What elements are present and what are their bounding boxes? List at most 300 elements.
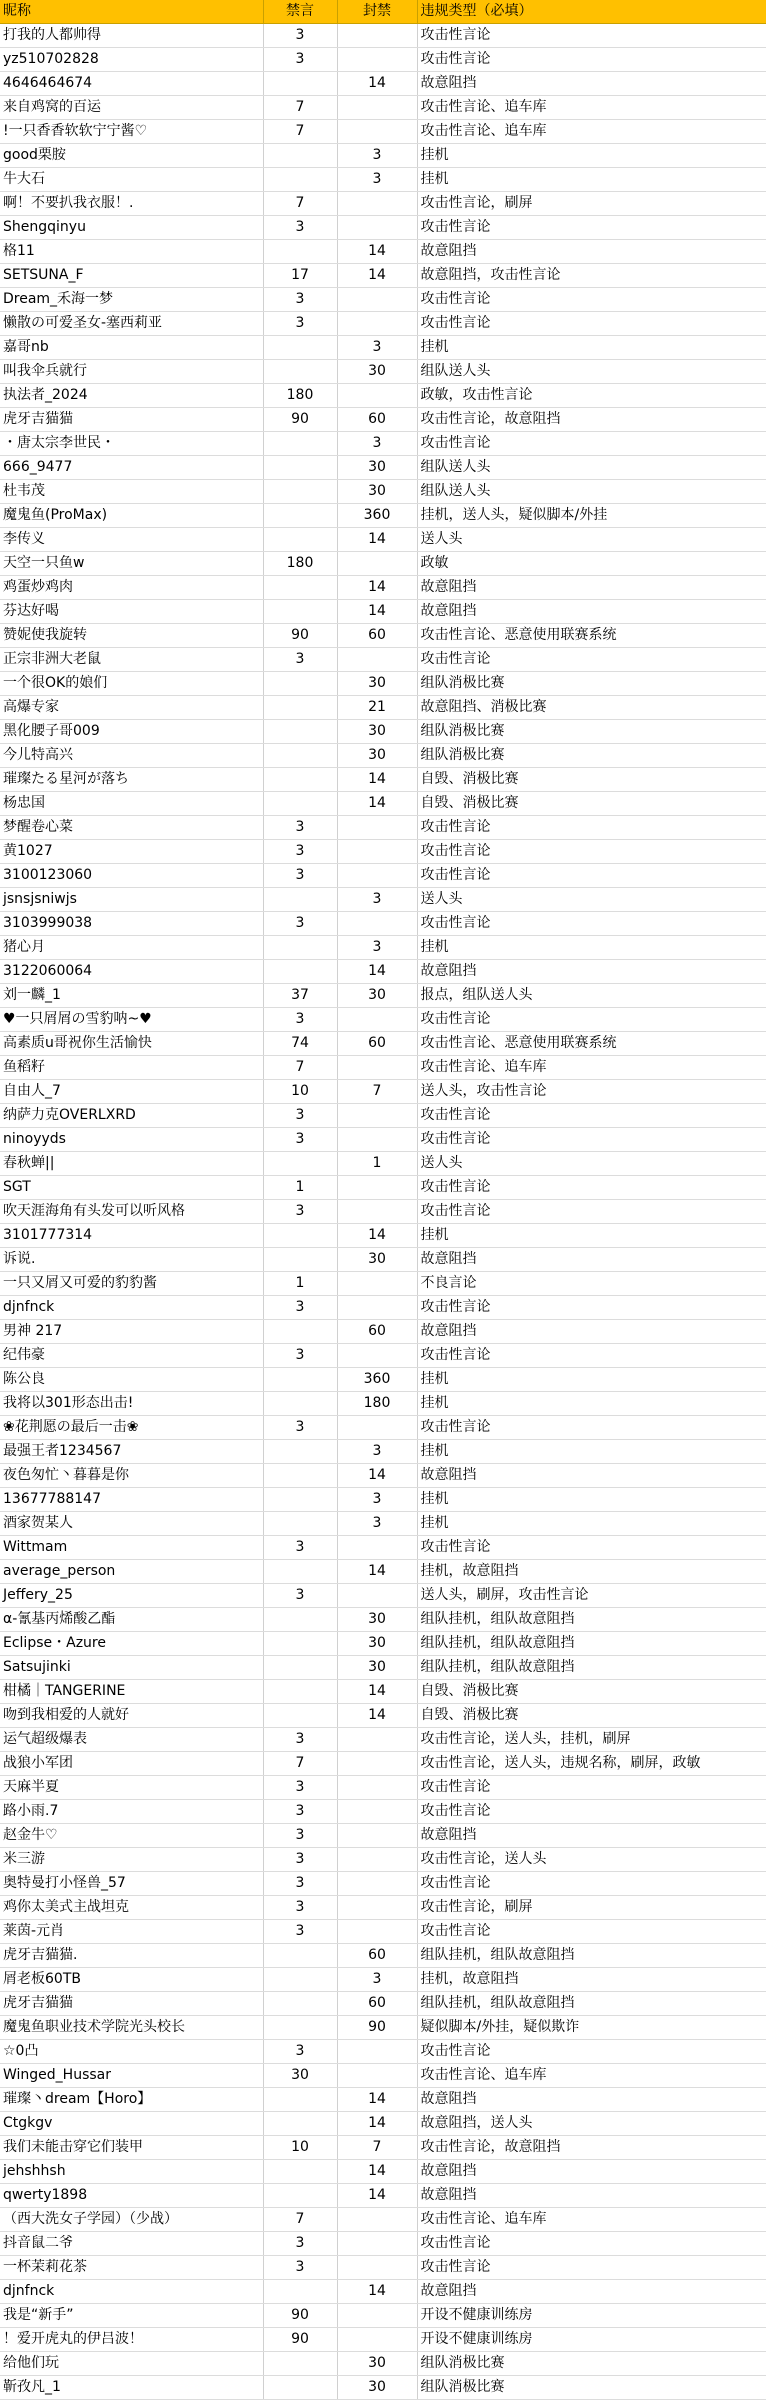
- cell-nickname[interactable]: 抖音鼠二爷: [0, 2232, 263, 2256]
- cell-mute-days[interactable]: [263, 2088, 337, 2112]
- cell-mute-days[interactable]: [263, 768, 337, 792]
- cell-violation-type[interactable]: 攻击性言论: [417, 648, 766, 672]
- cell-violation-type[interactable]: 攻击性言论，送人头，违规名称，刷屏，政敏: [417, 1752, 766, 1776]
- cell-nickname[interactable]: 赞妮使我旋转: [0, 624, 263, 648]
- cell-ban-days[interactable]: [337, 2328, 417, 2352]
- cell-violation-type[interactable]: 故意阻挡: [417, 72, 766, 96]
- cell-mute-days[interactable]: 7: [263, 192, 337, 216]
- cell-violation-type[interactable]: 挂机: [417, 336, 766, 360]
- cell-ban-days[interactable]: [337, 1848, 417, 1872]
- cell-ban-days[interactable]: [337, 216, 417, 240]
- cell-violation-type[interactable]: 组队挂机，组队故意阻挡: [417, 1944, 766, 1968]
- cell-mute-days[interactable]: 3: [263, 1848, 337, 1872]
- cell-ban-days[interactable]: [337, 96, 417, 120]
- cell-nickname[interactable]: 芬达好喝: [0, 600, 263, 624]
- cell-nickname[interactable]: yz510702828: [0, 48, 263, 72]
- cell-mute-days[interactable]: 3: [263, 288, 337, 312]
- cell-nickname[interactable]: 格11: [0, 240, 263, 264]
- cell-violation-type[interactable]: 攻击性言论、追车库: [417, 96, 766, 120]
- cell-violation-type[interactable]: 挂机: [417, 1488, 766, 1512]
- cell-nickname[interactable]: djnfnck: [0, 2280, 263, 2304]
- cell-ban-days[interactable]: [337, 48, 417, 72]
- cell-mute-days[interactable]: [263, 1608, 337, 1632]
- cell-mute-days[interactable]: 3: [263, 864, 337, 888]
- cell-violation-type[interactable]: 攻击性言论、追车库: [417, 2208, 766, 2232]
- cell-mute-days[interactable]: 3: [263, 1536, 337, 1560]
- cell-ban-days[interactable]: [337, 1728, 417, 1752]
- cell-mute-days[interactable]: [263, 2352, 337, 2376]
- cell-mute-days[interactable]: 3: [263, 2040, 337, 2064]
- cell-violation-type[interactable]: 开设不健康训练房: [417, 2328, 766, 2352]
- cell-nickname[interactable]: jehshhsh: [0, 2160, 263, 2184]
- cell-nickname[interactable]: 春秋蝉||: [0, 1152, 263, 1176]
- cell-violation-type[interactable]: 攻击性言论、恶意使用联赛系统: [417, 1032, 766, 1056]
- cell-violation-type[interactable]: 政敏: [417, 552, 766, 576]
- cell-mute-days[interactable]: 3: [263, 840, 337, 864]
- cell-violation-type[interactable]: 故意阻挡: [417, 240, 766, 264]
- cell-nickname[interactable]: 牛大石: [0, 168, 263, 192]
- cell-ban-days[interactable]: [337, 1176, 417, 1200]
- cell-mute-days[interactable]: [263, 2376, 337, 2400]
- cell-violation-type[interactable]: 挂机，故意阻挡: [417, 1560, 766, 1584]
- cell-ban-days[interactable]: [337, 552, 417, 576]
- cell-violation-type[interactable]: 挂机，送人头，疑似脚本/外挂: [417, 504, 766, 528]
- cell-violation-type[interactable]: 攻击性言论、追车库: [417, 120, 766, 144]
- header-mute-days[interactable]: 禁言: [263, 0, 337, 24]
- cell-violation-type[interactable]: 送人头: [417, 1152, 766, 1176]
- cell-nickname[interactable]: 最强王者1234567: [0, 1440, 263, 1464]
- cell-violation-type[interactable]: 组队消极比赛: [417, 744, 766, 768]
- cell-violation-type[interactable]: 攻击性言论: [417, 864, 766, 888]
- cell-nickname[interactable]: 叫我伞兵就行: [0, 360, 263, 384]
- cell-mute-days[interactable]: [263, 504, 337, 528]
- cell-nickname[interactable]: !一只香香软软宁宁酱♡: [0, 120, 263, 144]
- cell-ban-days[interactable]: 14: [337, 2160, 417, 2184]
- cell-mute-days[interactable]: 3: [263, 1824, 337, 1848]
- cell-violation-type[interactable]: 故意阻挡: [417, 2160, 766, 2184]
- cell-nickname[interactable]: 高爆专家: [0, 696, 263, 720]
- cell-mute-days[interactable]: [263, 432, 337, 456]
- cell-violation-type[interactable]: 故意阻挡: [417, 2088, 766, 2112]
- cell-nickname[interactable]: Dream_禾海一梦: [0, 288, 263, 312]
- cell-violation-type[interactable]: 攻击性言论、恶意使用联赛系统: [417, 624, 766, 648]
- cell-mute-days[interactable]: [263, 168, 337, 192]
- cell-violation-type[interactable]: 组队挂机，组队故意阻挡: [417, 1608, 766, 1632]
- cell-violation-type[interactable]: 挂机: [417, 1368, 766, 1392]
- cell-violation-type[interactable]: 攻击性言论: [417, 1872, 766, 1896]
- cell-ban-days[interactable]: 14: [337, 1224, 417, 1248]
- cell-violation-type[interactable]: 送人头: [417, 888, 766, 912]
- cell-ban-days[interactable]: 1: [337, 1152, 417, 1176]
- cell-violation-type[interactable]: 送人头，刷屏，攻击性言论: [417, 1584, 766, 1608]
- cell-violation-type[interactable]: 攻击性言论，送人头，挂机，刷屏: [417, 1728, 766, 1752]
- cell-violation-type[interactable]: 挂机: [417, 1512, 766, 1536]
- cell-ban-days[interactable]: 14: [337, 72, 417, 96]
- cell-mute-days[interactable]: [263, 744, 337, 768]
- cell-ban-days[interactable]: 14: [337, 1560, 417, 1584]
- cell-mute-days[interactable]: [263, 1632, 337, 1656]
- cell-nickname[interactable]: 虎牙吉猫猫: [0, 408, 263, 432]
- cell-violation-type[interactable]: 攻击性言论: [417, 432, 766, 456]
- cell-ban-days[interactable]: 3: [337, 168, 417, 192]
- cell-mute-days[interactable]: [263, 1440, 337, 1464]
- cell-mute-days[interactable]: 90: [263, 408, 337, 432]
- cell-ban-days[interactable]: 7: [337, 2136, 417, 2160]
- cell-mute-days[interactable]: 3: [263, 24, 337, 48]
- cell-nickname[interactable]: 夜色匆忙丶暮暮是你: [0, 1464, 263, 1488]
- cell-ban-days[interactable]: [337, 1296, 417, 1320]
- cell-ban-days[interactable]: 14: [337, 1680, 417, 1704]
- cell-mute-days[interactable]: [263, 480, 337, 504]
- cell-ban-days[interactable]: 30: [337, 480, 417, 504]
- cell-ban-days[interactable]: 14: [337, 264, 417, 288]
- cell-violation-type[interactable]: 攻击性言论、追车库: [417, 2064, 766, 2088]
- cell-violation-type[interactable]: 故意阻挡: [417, 1464, 766, 1488]
- cell-ban-days[interactable]: [337, 288, 417, 312]
- cell-violation-type[interactable]: 攻击性言论: [417, 912, 766, 936]
- cell-mute-days[interactable]: 3: [263, 1584, 337, 1608]
- cell-mute-days[interactable]: [263, 576, 337, 600]
- cell-nickname[interactable]: 黑化腰子哥009: [0, 720, 263, 744]
- cell-nickname[interactable]: Wittmam: [0, 1536, 263, 1560]
- cell-mute-days[interactable]: [263, 1224, 337, 1248]
- cell-ban-days[interactable]: [337, 1752, 417, 1776]
- cell-mute-days[interactable]: [263, 1704, 337, 1728]
- cell-violation-type[interactable]: 攻击性言论: [417, 2256, 766, 2280]
- cell-nickname[interactable]: 吻到我相爱的人就好: [0, 1704, 263, 1728]
- cell-mute-days[interactable]: [263, 600, 337, 624]
- cell-mute-days[interactable]: 10: [263, 1080, 337, 1104]
- cell-nickname[interactable]: 运气超级爆表: [0, 1728, 263, 1752]
- cell-nickname[interactable]: 13677788147: [0, 1488, 263, 1512]
- cell-nickname[interactable]: Eclipse・Azure: [0, 1632, 263, 1656]
- cell-mute-days[interactable]: 3: [263, 1800, 337, 1824]
- cell-ban-days[interactable]: 14: [337, 600, 417, 624]
- cell-ban-days[interactable]: 30: [337, 984, 417, 1008]
- cell-ban-days[interactable]: 30: [337, 744, 417, 768]
- cell-mute-days[interactable]: [263, 1320, 337, 1344]
- cell-violation-type[interactable]: 攻击性言论，刷屏: [417, 192, 766, 216]
- cell-violation-type[interactable]: 组队挂机，组队故意阻挡: [417, 1632, 766, 1656]
- cell-ban-days[interactable]: 30: [337, 1632, 417, 1656]
- cell-ban-days[interactable]: [337, 1008, 417, 1032]
- cell-mute-days[interactable]: [263, 2280, 337, 2304]
- cell-mute-days[interactable]: [263, 1944, 337, 1968]
- cell-mute-days[interactable]: [263, 936, 337, 960]
- cell-violation-type[interactable]: 疑似脚本/外挂，疑似欺诈: [417, 2016, 766, 2040]
- cell-ban-days[interactable]: 14: [337, 1464, 417, 1488]
- cell-ban-days[interactable]: 3: [337, 1968, 417, 1992]
- cell-ban-days[interactable]: [337, 2208, 417, 2232]
- cell-nickname[interactable]: 纪伟豪: [0, 1344, 263, 1368]
- cell-ban-days[interactable]: 30: [337, 1608, 417, 1632]
- cell-nickname[interactable]: 柑橘｜TANGERINE: [0, 1680, 263, 1704]
- cell-nickname[interactable]: 3100123060: [0, 864, 263, 888]
- cell-ban-days[interactable]: [337, 1584, 417, 1608]
- cell-nickname[interactable]: 打我的人都帅得: [0, 24, 263, 48]
- cell-nickname[interactable]: 鸡蛋炒鸡肉: [0, 576, 263, 600]
- cell-mute-days[interactable]: 7: [263, 1752, 337, 1776]
- cell-ban-days[interactable]: 60: [337, 1944, 417, 1968]
- cell-violation-type[interactable]: 攻击性言论: [417, 48, 766, 72]
- cell-nickname[interactable]: （西大洗女子学园）（少战）: [0, 2208, 263, 2232]
- cell-ban-days[interactable]: 14: [337, 768, 417, 792]
- cell-violation-type[interactable]: 故意阻挡、消极比赛: [417, 696, 766, 720]
- cell-nickname[interactable]: 666_9477: [0, 456, 263, 480]
- cell-nickname[interactable]: 黄1027: [0, 840, 263, 864]
- cell-ban-days[interactable]: [337, 384, 417, 408]
- cell-ban-days[interactable]: [337, 1416, 417, 1440]
- cell-violation-type[interactable]: 攻击性言论: [417, 1536, 766, 1560]
- cell-violation-type[interactable]: 攻击性言论: [417, 1344, 766, 1368]
- cell-violation-type[interactable]: 挂机: [417, 1440, 766, 1464]
- cell-ban-days[interactable]: 3: [337, 432, 417, 456]
- cell-nickname[interactable]: 给他们玩: [0, 2352, 263, 2376]
- cell-ban-days[interactable]: [337, 312, 417, 336]
- cell-violation-type[interactable]: 故意阻挡: [417, 576, 766, 600]
- cell-ban-days[interactable]: 3: [337, 1440, 417, 1464]
- cell-ban-days[interactable]: 30: [337, 1656, 417, 1680]
- cell-violation-type[interactable]: 政敏，攻击性言论: [417, 384, 766, 408]
- cell-violation-type[interactable]: 攻击性言论: [417, 1296, 766, 1320]
- cell-ban-days[interactable]: [337, 1920, 417, 1944]
- cell-ban-days[interactable]: 14: [337, 2112, 417, 2136]
- cell-ban-days[interactable]: [337, 192, 417, 216]
- cell-mute-days[interactable]: [263, 1392, 337, 1416]
- cell-ban-days[interactable]: [337, 840, 417, 864]
- cell-ban-days[interactable]: [337, 648, 417, 672]
- cell-nickname[interactable]: 魔鬼鱼(ProMax): [0, 504, 263, 528]
- cell-mute-days[interactable]: [263, 1968, 337, 1992]
- cell-nickname[interactable]: SGT: [0, 1176, 263, 1200]
- cell-ban-days[interactable]: [337, 1056, 417, 1080]
- cell-violation-type[interactable]: 攻击性言论: [417, 1800, 766, 1824]
- cell-violation-type[interactable]: 故意阻挡: [417, 1248, 766, 1272]
- cell-mute-days[interactable]: 3: [263, 1416, 337, 1440]
- cell-nickname[interactable]: 今儿特高兴: [0, 744, 263, 768]
- cell-nickname[interactable]: 天空一只鱼w: [0, 552, 263, 576]
- cell-violation-type[interactable]: 攻击性言论: [417, 1176, 766, 1200]
- cell-mute-days[interactable]: 1: [263, 1272, 337, 1296]
- cell-nickname[interactable]: 执法者_2024: [0, 384, 263, 408]
- cell-mute-days[interactable]: 90: [263, 2304, 337, 2328]
- cell-mute-days[interactable]: 90: [263, 624, 337, 648]
- cell-ban-days[interactable]: 14: [337, 792, 417, 816]
- cell-violation-type[interactable]: 自毁、消极比赛: [417, 768, 766, 792]
- cell-ban-days[interactable]: 60: [337, 624, 417, 648]
- cell-violation-type[interactable]: 攻击性言论: [417, 2232, 766, 2256]
- cell-nickname[interactable]: 虎牙吉猫猫.: [0, 1944, 263, 1968]
- cell-mute-days[interactable]: 30: [263, 2064, 337, 2088]
- cell-ban-days[interactable]: 7: [337, 1080, 417, 1104]
- cell-mute-days[interactable]: 37: [263, 984, 337, 1008]
- cell-mute-days[interactable]: 3: [263, 1872, 337, 1896]
- cell-ban-days[interactable]: [337, 24, 417, 48]
- cell-violation-type[interactable]: 组队消极比赛: [417, 2376, 766, 2400]
- cell-mute-days[interactable]: 3: [263, 648, 337, 672]
- cell-violation-type[interactable]: 自毁、消极比赛: [417, 1680, 766, 1704]
- cell-nickname[interactable]: 梦醒卷心菜: [0, 816, 263, 840]
- cell-violation-type[interactable]: 故意阻挡: [417, 600, 766, 624]
- cell-ban-days[interactable]: [337, 912, 417, 936]
- cell-violation-type[interactable]: 报点，组队送人头: [417, 984, 766, 1008]
- cell-violation-type[interactable]: 挂机: [417, 1224, 766, 1248]
- cell-mute-days[interactable]: [263, 792, 337, 816]
- cell-nickname[interactable]: 虎牙吉猫猫: [0, 1992, 263, 2016]
- cell-ban-days[interactable]: 14: [337, 528, 417, 552]
- cell-ban-days[interactable]: 30: [337, 672, 417, 696]
- cell-nickname[interactable]: 璀璨たる星河が落ち: [0, 768, 263, 792]
- cell-nickname[interactable]: 杜韦茂: [0, 480, 263, 504]
- cell-violation-type[interactable]: 攻击性言论，故意阻挡: [417, 2136, 766, 2160]
- cell-ban-days[interactable]: [337, 1104, 417, 1128]
- cell-mute-days[interactable]: 3: [263, 1920, 337, 1944]
- cell-ban-days[interactable]: 3: [337, 1488, 417, 1512]
- cell-violation-type[interactable]: 挂机: [417, 1392, 766, 1416]
- cell-nickname[interactable]: 自由人_7: [0, 1080, 263, 1104]
- cell-mute-days[interactable]: 3: [263, 312, 337, 336]
- cell-nickname[interactable]: djnfnck: [0, 1296, 263, 1320]
- cell-mute-days[interactable]: 3: [263, 216, 337, 240]
- cell-mute-days[interactable]: 3: [263, 2232, 337, 2256]
- cell-ban-days[interactable]: [337, 1128, 417, 1152]
- cell-nickname[interactable]: qwerty1898: [0, 2184, 263, 2208]
- cell-violation-type[interactable]: 组队挂机，组队故意阻挡: [417, 1992, 766, 2016]
- cell-violation-type[interactable]: 攻击性言论: [417, 1200, 766, 1224]
- cell-violation-type[interactable]: 组队送人头: [417, 480, 766, 504]
- cell-nickname[interactable]: 3103999038: [0, 912, 263, 936]
- cell-mute-days[interactable]: 3: [263, 1296, 337, 1320]
- cell-violation-type[interactable]: 挂机，故意阻挡: [417, 1968, 766, 1992]
- cell-ban-days[interactable]: 3: [337, 1512, 417, 1536]
- cell-mute-days[interactable]: 17: [263, 264, 337, 288]
- cell-violation-type[interactable]: 送人头，攻击性言论: [417, 1080, 766, 1104]
- cell-ban-days[interactable]: 30: [337, 2376, 417, 2400]
- cell-nickname[interactable]: 鱼稻籽: [0, 1056, 263, 1080]
- cell-mute-days[interactable]: [263, 1560, 337, 1584]
- cell-ban-days[interactable]: 3: [337, 888, 417, 912]
- cell-nickname[interactable]: 正宗非洲大老鼠: [0, 648, 263, 672]
- cell-nickname[interactable]: 我将以301形态出击!: [0, 1392, 263, 1416]
- cell-ban-days[interactable]: [337, 2256, 417, 2280]
- cell-violation-type[interactable]: 攻击性言论: [417, 288, 766, 312]
- cell-ban-days[interactable]: 30: [337, 2352, 417, 2376]
- cell-mute-days[interactable]: 7: [263, 1056, 337, 1080]
- cell-ban-days[interactable]: [337, 1896, 417, 1920]
- cell-violation-type[interactable]: 故意阻挡: [417, 2280, 766, 2304]
- cell-violation-type[interactable]: 挂机: [417, 168, 766, 192]
- cell-nickname[interactable]: 璀璨丶dream【Horo】: [0, 2088, 263, 2112]
- cell-nickname[interactable]: 猪心月: [0, 936, 263, 960]
- cell-ban-days[interactable]: 14: [337, 576, 417, 600]
- cell-mute-days[interactable]: 3: [263, 1008, 337, 1032]
- cell-nickname[interactable]: 吹天涯海角有头发可以听风格: [0, 1200, 263, 1224]
- cell-mute-days[interactable]: [263, 1152, 337, 1176]
- cell-ban-days[interactable]: [337, 2304, 417, 2328]
- cell-nickname[interactable]: 天麻半夏: [0, 1776, 263, 1800]
- cell-violation-type[interactable]: 攻击性言论: [417, 312, 766, 336]
- cell-ban-days[interactable]: 3: [337, 336, 417, 360]
- cell-violation-type[interactable]: 挂机: [417, 936, 766, 960]
- cell-ban-days[interactable]: [337, 1344, 417, 1368]
- cell-nickname[interactable]: 男神 217: [0, 1320, 263, 1344]
- cell-ban-days[interactable]: 30: [337, 360, 417, 384]
- cell-violation-type[interactable]: 攻击性言论: [417, 24, 766, 48]
- cell-nickname[interactable]: 魔鬼鱼职业技术学院光头校长: [0, 2016, 263, 2040]
- cell-nickname[interactable]: 纳萨力克OVERLXRD: [0, 1104, 263, 1128]
- cell-mute-days[interactable]: [263, 1248, 337, 1272]
- cell-nickname[interactable]: Winged_Hussar: [0, 2064, 263, 2088]
- cell-nickname[interactable]: 高素质u哥祝你生活愉快: [0, 1032, 263, 1056]
- cell-ban-days[interactable]: 60: [337, 1320, 417, 1344]
- cell-mute-days[interactable]: [263, 72, 337, 96]
- cell-violation-type[interactable]: 攻击性言论: [417, 840, 766, 864]
- cell-violation-type[interactable]: 攻击性言论: [417, 1104, 766, 1128]
- cell-nickname[interactable]: 一个很OK的娘们: [0, 672, 263, 696]
- cell-ban-days[interactable]: 60: [337, 1992, 417, 2016]
- cell-violation-type[interactable]: 自毁、消极比赛: [417, 792, 766, 816]
- cell-ban-days[interactable]: 360: [337, 504, 417, 528]
- header-violation-type[interactable]: 违规类型（必填）: [417, 0, 766, 24]
- cell-violation-type[interactable]: 攻击性言论，送人头: [417, 1848, 766, 1872]
- cell-nickname[interactable]: jsnsjsniwjs: [0, 888, 263, 912]
- cell-mute-days[interactable]: [263, 1464, 337, 1488]
- cell-ban-days[interactable]: 60: [337, 408, 417, 432]
- cell-ban-days[interactable]: 21: [337, 696, 417, 720]
- cell-violation-type[interactable]: 组队送人头: [417, 456, 766, 480]
- cell-nickname[interactable]: 陈公良: [0, 1368, 263, 1392]
- cell-ban-days[interactable]: 3: [337, 936, 417, 960]
- cell-mute-days[interactable]: 3: [263, 48, 337, 72]
- header-nickname[interactable]: 昵称: [0, 0, 263, 24]
- cell-mute-days[interactable]: 180: [263, 384, 337, 408]
- cell-violation-type[interactable]: 挂机: [417, 144, 766, 168]
- cell-violation-type[interactable]: 攻击性言论: [417, 1128, 766, 1152]
- cell-nickname[interactable]: 赵金牛♡: [0, 1824, 263, 1848]
- cell-nickname[interactable]: 一只又屑又可爱的豹豹酱: [0, 1272, 263, 1296]
- cell-mute-days[interactable]: [263, 1656, 337, 1680]
- cell-nickname[interactable]: Jeffery_25: [0, 1584, 263, 1608]
- cell-ban-days[interactable]: 360: [337, 1368, 417, 1392]
- cell-mute-days[interactable]: 7: [263, 120, 337, 144]
- cell-violation-type[interactable]: 自毁、消极比赛: [417, 1704, 766, 1728]
- cell-ban-days[interactable]: 14: [337, 1704, 417, 1728]
- cell-ban-days[interactable]: [337, 1536, 417, 1560]
- cell-ban-days[interactable]: 3: [337, 144, 417, 168]
- cell-ban-days[interactable]: 30: [337, 456, 417, 480]
- cell-nickname[interactable]: 我们未能击穿它们装甲: [0, 2136, 263, 2160]
- cell-nickname[interactable]: 3101777314: [0, 1224, 263, 1248]
- cell-ban-days[interactable]: [337, 1200, 417, 1224]
- cell-mute-days[interactable]: [263, 960, 337, 984]
- cell-ban-days[interactable]: [337, 1800, 417, 1824]
- cell-ban-days[interactable]: [337, 816, 417, 840]
- cell-ban-days[interactable]: [337, 2064, 417, 2088]
- cell-nickname[interactable]: good栗胺: [0, 144, 263, 168]
- cell-mute-days[interactable]: [263, 336, 337, 360]
- cell-nickname[interactable]: 啊！不要扒我衣服！.: [0, 192, 263, 216]
- cell-mute-days[interactable]: 10: [263, 2136, 337, 2160]
- cell-violation-type[interactable]: 送人头: [417, 528, 766, 552]
- cell-ban-days[interactable]: [337, 120, 417, 144]
- cell-ban-days[interactable]: [337, 1272, 417, 1296]
- cell-nickname[interactable]: ！爱开虎丸的伊吕波！: [0, 2328, 263, 2352]
- cell-mute-days[interactable]: 7: [263, 2208, 337, 2232]
- cell-ban-days[interactable]: 60: [337, 1032, 417, 1056]
- cell-ban-days[interactable]: 180: [337, 1392, 417, 1416]
- cell-nickname[interactable]: ninoyyds: [0, 1128, 263, 1152]
- cell-violation-type[interactable]: 攻击性言论，故意阻挡: [417, 408, 766, 432]
